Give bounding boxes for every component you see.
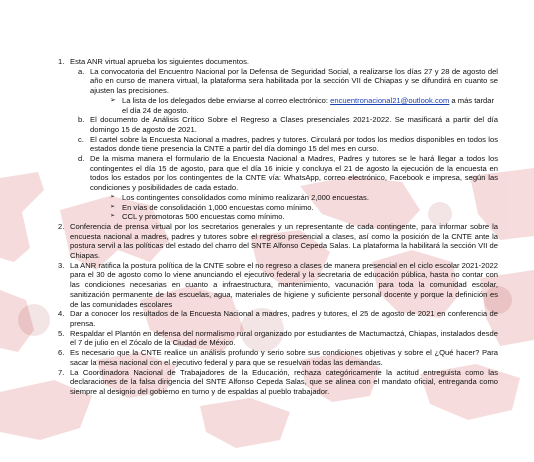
bullet-ccl — [58, 212, 498, 222]
bullet-consolidating — [58, 203, 498, 213]
subitem-letter: d. — [78, 154, 85, 164]
bullet-text: En vías de consolidación 1,000 encuestas como mínimo. — [122, 202, 314, 212]
item-number: 2. — [58, 221, 65, 231]
item-text: Es necesario que la CNTE realice un análisis profundo y serio sobre sus condiciones objetivas y sobre el ¿Qué hacer? Para sacar la mesa nacional con el ejecutivo federal y para que se resuelvan todas las demandas. — [70, 348, 498, 367]
list-item-2 — [58, 222, 498, 261]
item-number: 3. — [58, 260, 65, 270]
subitem-d — [58, 154, 498, 193]
bullet-consolidated — [58, 193, 498, 203]
item-text: La ANR ratifica la postura política de la CNTE sobre el no regreso a clases de manera presencial en el ciclo escolar 2021-2022 para el 30 de agosto como lo viene anunciando el ejecutivo federal y la secretaria de educación pública, hasta no contar con las condiciones necesarias en cuanto a infraestructura, mantenimiento, vacunación para toda la comunidad escolar, sanitización permanente de las escuelas, agua, materiales de higiene y suficiente personal docente y porque la definición es de las comunidades escolares — [70, 260, 498, 309]
subitem-a — [58, 67, 498, 96]
list-item-4 — [58, 309, 498, 328]
subitem-letter: b. — [78, 115, 85, 125]
list-item-5 — [58, 329, 498, 348]
subitem-text: El cartel sobre la Encuesta Nacional a madres, padres y tutores. Circulará por todos los medios disponibles en todos los estados donde tiene presencia la CNTE a partir del día domingo 15 del mes en curso. — [90, 134, 498, 154]
subitem-text: El documento de Análisis Crítico Sobre el Regreso a Clases presenciales 2021-2022. Se masificará a partir del día domingo 15 de agosto de 2021. — [90, 115, 498, 134]
item-number: 7. — [58, 367, 65, 377]
item-number: 1. — [58, 57, 65, 66]
email-link[interactable]: encuentronacional21@outlook.com — [330, 95, 450, 105]
arrow-bullet-icon: ➢ — [110, 96, 116, 104]
list-item-1 — [58, 57, 498, 67]
item-number: 6. — [58, 348, 65, 358]
bullet-text: CCL y promotoras 500 encuestas como mínimo. — [122, 212, 285, 222]
arrow-bullet-icon: ➢ — [110, 203, 116, 210]
list-item-7 — [58, 368, 498, 397]
subitem-letter: c. — [78, 134, 84, 144]
bullet-prefix: La lista de los delegados debe enviarse al correo electrónico: — [122, 95, 331, 105]
item-number: 4. — [58, 309, 65, 319]
item-text: Conferencia de prensa virtual por los secretarios generales y un representante de cada contingente, para informar sobre la encuesta nacional a madres, padres y tutores sobre el regreso presencial a clases, así como la posición de la CNTE ante la postura servil a las políticas del estado del charro del SNTE Alfonso Cepeda Salas. La plataforma la habilitará la sección VII de Chiapas. — [70, 221, 498, 261]
subitem-text: La convocatoria del Encuentro Nacional por la Defensa de Seguridad Social, a realizarse los días 27 y 28 de agosto del año en curso de manera virtual, la plataforma sera habilitada por la sección VII de Chiapas y se difundirá en cuanto se ajusten las precisiones. — [90, 66, 498, 96]
bullet-suffix: a más tardar el día 24 de agosto. — [122, 95, 495, 115]
item-text: Respaldar el Plantón en defensa del normalismo rural organizado por estudiantes de Mactumactzá, Chiapas, instalados desde el 7 de julio en el Zócalo de la Ciudad de México. — [70, 328, 498, 348]
list-item-3 — [58, 261, 498, 310]
bullet-text: Los contingentes consolidados como mínimo realizarán 2,000 encuestas. — [122, 192, 369, 202]
item-text: Esta ANR virtual aprueba los siguientes documentos. — [70, 57, 249, 66]
bullet-delegates-email — [58, 96, 498, 115]
item-number: 5. — [58, 328, 65, 338]
document-body — [58, 57, 498, 397]
arrow-bullet-icon: ➢ — [110, 193, 116, 200]
arrow-bullet-icon: ➢ — [110, 213, 116, 220]
subitem-b — [58, 115, 498, 134]
list-item-6 — [58, 348, 498, 367]
subitem-c — [58, 135, 498, 154]
subitem-text: De la misma manera el formulario de la Encuesta Nacional a Madres, Padres y tutores se le hará llegar a todos los contingentes el día 15 de agosto, para que el día 16 inicie y concluya el 21 de agosto la ejecución de la encuesta en todos los estados por los contingentes de la CNTE vía: WhatsApp, correo electrónico, Facebook e impresa, según las condiciones y posibilidades de cada estado. — [90, 154, 498, 193]
item-text: La Coordinadora Nacional de Trabajadores de la Educación, rechaza categóricamente la actitud entreguista como las declaraciones de la falsa dirigencia del SNTE Alfonso Cepeda Salas, que se alinea con el mandato oficial, entreganda como siempre al designio del gobierno en turno y de espaldas al pueblo trabajador. — [70, 367, 498, 396]
subitem-letter: a. — [78, 66, 85, 76]
item-text: Dar a conocer los resultados de la Encuesta Nacional a madres, padres y tutores, el 25 de agosto de 2021 en conferencia de prensa. — [70, 309, 498, 328]
